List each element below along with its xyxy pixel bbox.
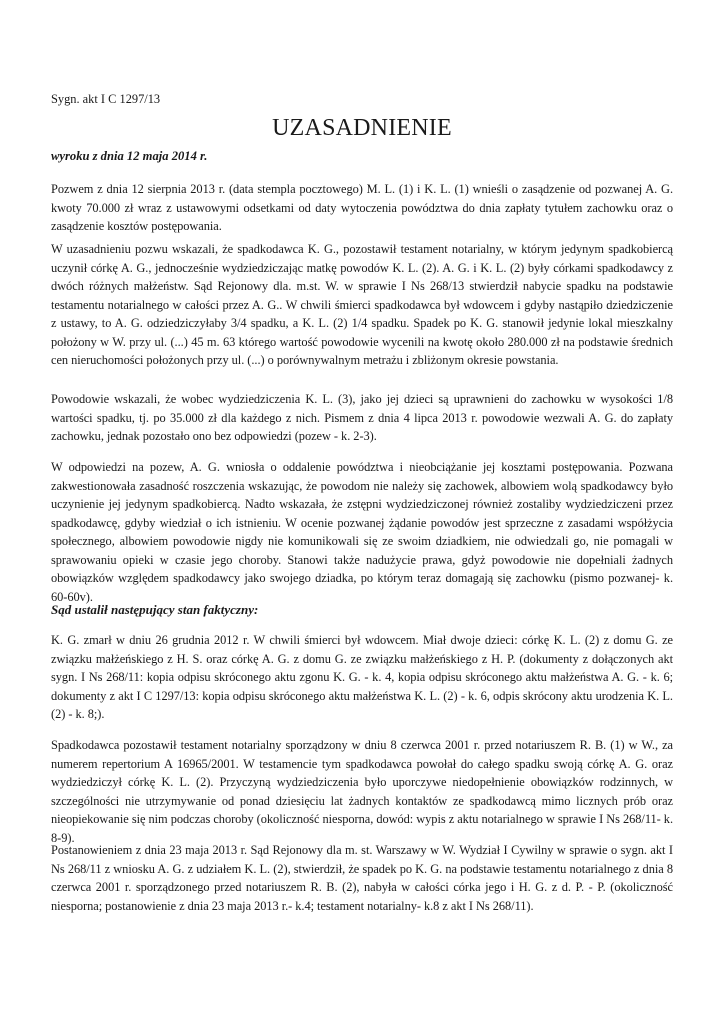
paragraph-justification: W uzasadnieniu pozwu wskazali, że spadkodawca K. G., pozostawił testament notarialny, w którym jedynym spadkobiercą uczynił córkę A. G., jednocześnie wydziedziczając matkę powodów K. L. (2). A. G. i K. L. (2) były córkami spadkodawcy z dwóch różnych małżeństw. Sąd Rejonowy dla. m.st. W. w sprawie I Ns 268/13 stwierdził nabycie spadku na podstawie testamentu notarialnego w całości przez A. G.. W chwili śmierci spadkodawca był wdowcem i gdyby nastąpiło dziedziczenie z ustawy, to A. G. odziedziczyłaby 3/4 spadku, a K. L. (2) 1/4 spadku. Spadek po K. G. stanowił jedynie lokal mieszkalny położony w W. przy ul. (...) 45 m. 63 którego wartość powodowie wycenili na kwotę około 280.000 zł na podstawie średnich cen nieruchomości położonych przy ul. (...) o porównywalnym metrażu i zbliżonym okresie powstania. <box>51 242 673 367</box>
paragraph-plaintiffs-claim: Powodowie wskazali, że wobec wydziedziczenia K. L. (3), jako jej dzieci są uprawnieni do zachowku w wysokości 1/8 wartości spadku, tj. po 35.000 zł dla każdego z nich. Pismem z dnia 4 lipca 2013 r. powodowie wezwali A. G. do zapłaty zachowku, jednak pozostało ono bez odpowiedzi (pozew - k. 2-3). <box>51 392 673 443</box>
facts-heading: Sąd ustalił następujący stan faktyczny: <box>51 602 259 617</box>
paragraph-fact-court-order: Postanowieniem z dnia 23 maja 2013 r. Sąd Rejonowy dla m. st. Warszawy w W. Wydział I Cywilny w sprawie o sygn. akt I Ns 268/11 z wniosku A. G. z udziałem K. L. (2), stwierdził, że spadek po K. G. na podstawie testamentu notarialnego z dnia 8 czerwca 2001 r. sporządzonego przed notariuszem R. B. (2), nabyła w całości córka jego i H. G. z d. P. - P. (okoliczność niesporna; postanowienie z dnia 23 maja 2013 r.- k.4; testament notarialny- k.8 z akt I Ns 268/11). <box>51 843 673 913</box>
document-title: UZASADNIENIE <box>272 115 452 141</box>
case-number: Sygn. akt I C 1297/13 <box>51 92 161 106</box>
paragraph-defendant-response: W odpowiedzi na pozew, A. G. wniosła o oddalenie powództwa i nieobciążanie jej kosztami postępowania. Pozwana zakwestionowała zasadność roszczenia wskazując, że powodom nie należy się zachowek, albowiem wolą spadkodawcy było uczynienie jej jedynym spadkobiercą. Nadto wskazała, że zstępni wydziedziczonej również zostaliby wydziedziczeni przez spadkodawcę, gdyby wiedział o ich istnieniu. W ocenie pozwanej żądanie powodów jest sprzeczne z zasadami współżycia społecznego, albowiem powodowie nigdy nie komunikowali się ze swoim dziadkiem, nie odwiedzali go, nie pomagali w sprawowaniu opieki w czasie jego choroby. Stanowi także nadużycie prawa, gdyż powodowie nie dopełniali żadnych obowiązków względem spadkodawcy jako swojego dziadka, po którym teraz domagają się zachowku (pismo pozwanej- k. 60-60v). <box>51 460 673 604</box>
paragraph-lawsuit: Pozwem z dnia 12 sierpnia 2013 r. (data stempla pocztowego) M. L. (1) i K. L. (1) wnieśli o zasądzenie od pozwanej A. G. kwoty 70.000 zł wraz z ustawowymi odsetkami od daty wytoczenia powództwa do dnia zapłaty tytułem zachowku oraz o zasądzenie kosztów postępowania. <box>51 182 673 233</box>
paragraph-fact-death: K. G. zmarł w dniu 26 grudnia 2012 r. W chwili śmierci był wdowcem. Miał dwoje dzieci: córkę K. L. (2) z domu G. ze związku małżeńskiego z H. S. oraz córkę A. G. z domu G. ze związku małżeńskiego z H. P. (dokumenty z dołączonych akt sygn. I Ns 268/11: kopia odpisu skróconego aktu zgonu K. G. - k. 4, kopia odpisu skróconego aktu małżeństwa A. G. - k. 6; dokumenty z akt I C 1297/13: kopia odpisu skróconego aktu małżeństwa K. L. (2) - k. 6, odpis skrócony aktu urodzenia K. L. (2) - k. 8;). <box>51 633 673 721</box>
paragraph-fact-testament: Spadkodawca pozostawił testament notarialny sporządzony w dniu 8 czerwca 2001 r. przed notariuszem R. B. (1) w W., za numerem repertorium A 16965/2001. W testamencie tym spadkodawca powołał do całego spadku swoją córkę A. G. oraz wydziedziczył córkę K. L. (2). Przyczyną wydziedziczenia było uporczywe niedopełnienie obowiązków rodzinnych, w szczególności nie utrzymywanie od ponad dziesięciu lat żadnych kontaktów ze spadkodawcą mimo licznych prób oraz nieopiekowanie się nim podczas choroby (okoliczność niesporna, dowód: wypis z aktu notarialnego w sprawie I Ns 268/11- k. 8-9). <box>51 738 673 845</box>
judgment-date-subtitle: wyroku z dnia 12 maja 2014 r. <box>51 149 208 163</box>
